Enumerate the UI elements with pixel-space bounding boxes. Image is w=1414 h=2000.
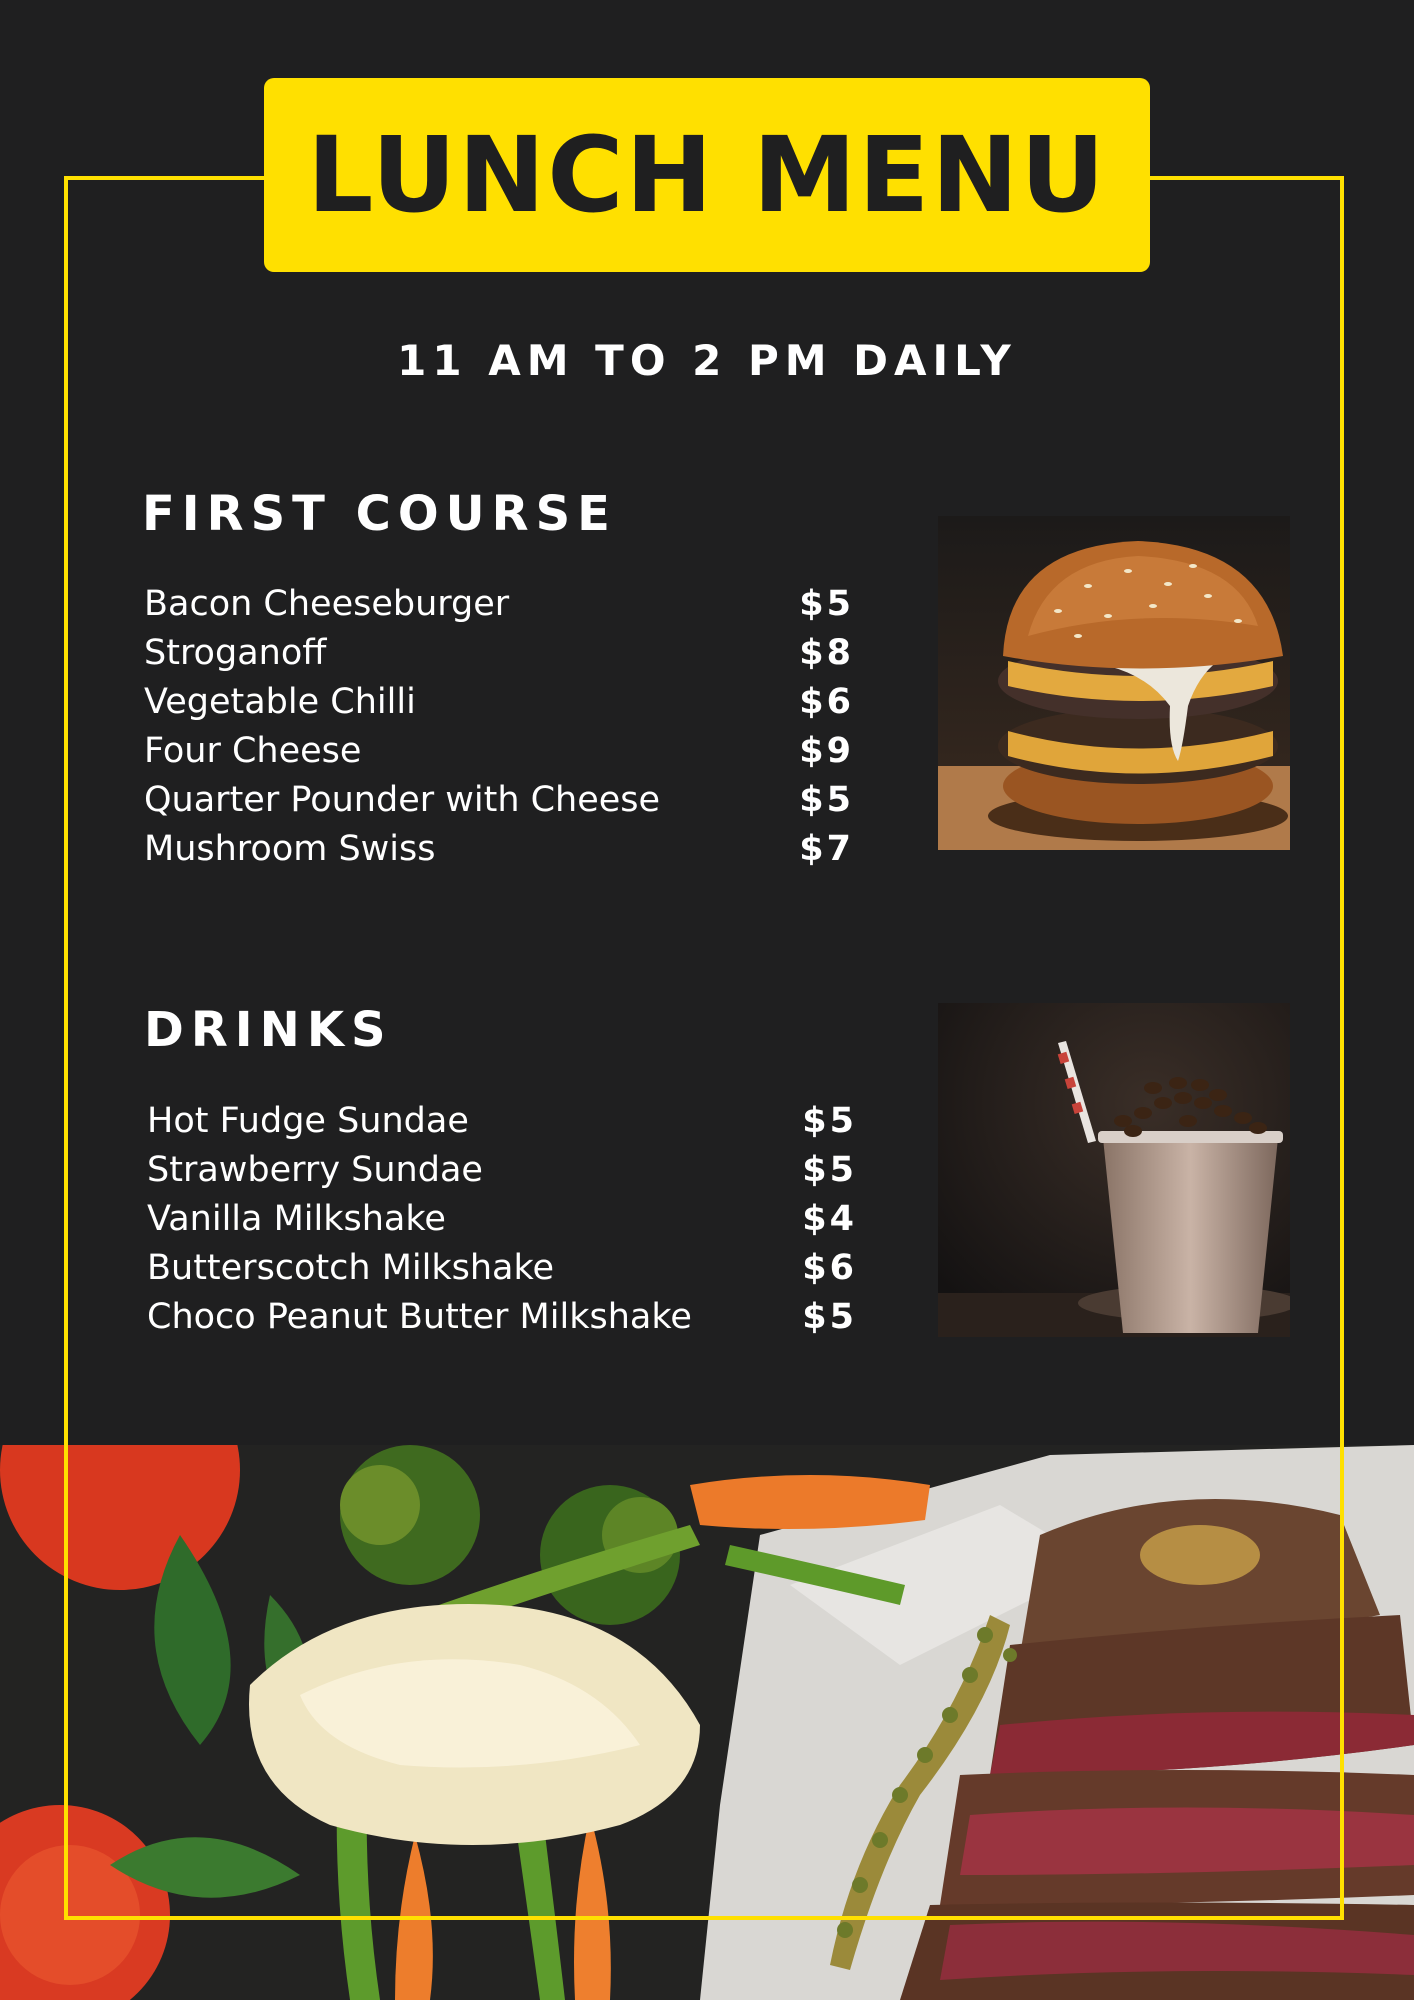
list-item (147, 1097, 857, 1146)
title-banner (264, 78, 1150, 272)
section-title-drinks: DRINKS (144, 1002, 393, 1058)
list-item (144, 825, 854, 874)
list-item (147, 1146, 857, 1195)
item-price: $5 (799, 780, 854, 820)
burger-photo (938, 516, 1290, 850)
item-name: Vanilla Milkshake (147, 1199, 446, 1239)
item-name: Vegetable Chilli (144, 682, 416, 722)
section-title-first-course: FIRST COURSE (142, 486, 617, 542)
menu-title: LUNCH MENU (307, 114, 1107, 236)
item-name: Choco Peanut Butter Milkshake (147, 1297, 692, 1337)
item-price: $9 (799, 731, 854, 771)
list-item (144, 580, 854, 629)
item-price: $5 (802, 1297, 857, 1337)
item-price: $8 (799, 633, 854, 673)
item-name: Stroganoff (144, 633, 327, 673)
first-course-list (144, 580, 854, 874)
item-name: Four Cheese (144, 731, 362, 771)
item-name: Quarter Pounder with Cheese (144, 780, 661, 820)
steak-vegetables-photo (0, 1445, 1414, 2000)
list-item (144, 629, 854, 678)
drinks-list (147, 1097, 857, 1342)
item-name: Butterscotch Milkshake (147, 1248, 555, 1288)
item-price: $5 (799, 584, 854, 624)
item-price: $7 (799, 829, 854, 869)
milkshake-photo (938, 1003, 1290, 1337)
list-item (144, 678, 854, 727)
list-item (147, 1195, 857, 1244)
item-name: Strawberry Sundae (147, 1150, 483, 1190)
list-item (144, 727, 854, 776)
item-name: Hot Fudge Sundae (147, 1101, 469, 1141)
item-name: Bacon Cheeseburger (144, 584, 510, 624)
item-price: $4 (802, 1199, 857, 1239)
item-price: $5 (802, 1150, 857, 1190)
list-item (147, 1293, 857, 1342)
item-price: $6 (802, 1248, 857, 1288)
hours-text: 11 AM TO 2 PM DAILY (397, 336, 1017, 385)
item-price: $5 (802, 1101, 857, 1141)
list-item (147, 1244, 857, 1293)
item-name: Mushroom Swiss (144, 829, 436, 869)
item-price: $6 (799, 682, 854, 722)
list-item (144, 776, 854, 825)
